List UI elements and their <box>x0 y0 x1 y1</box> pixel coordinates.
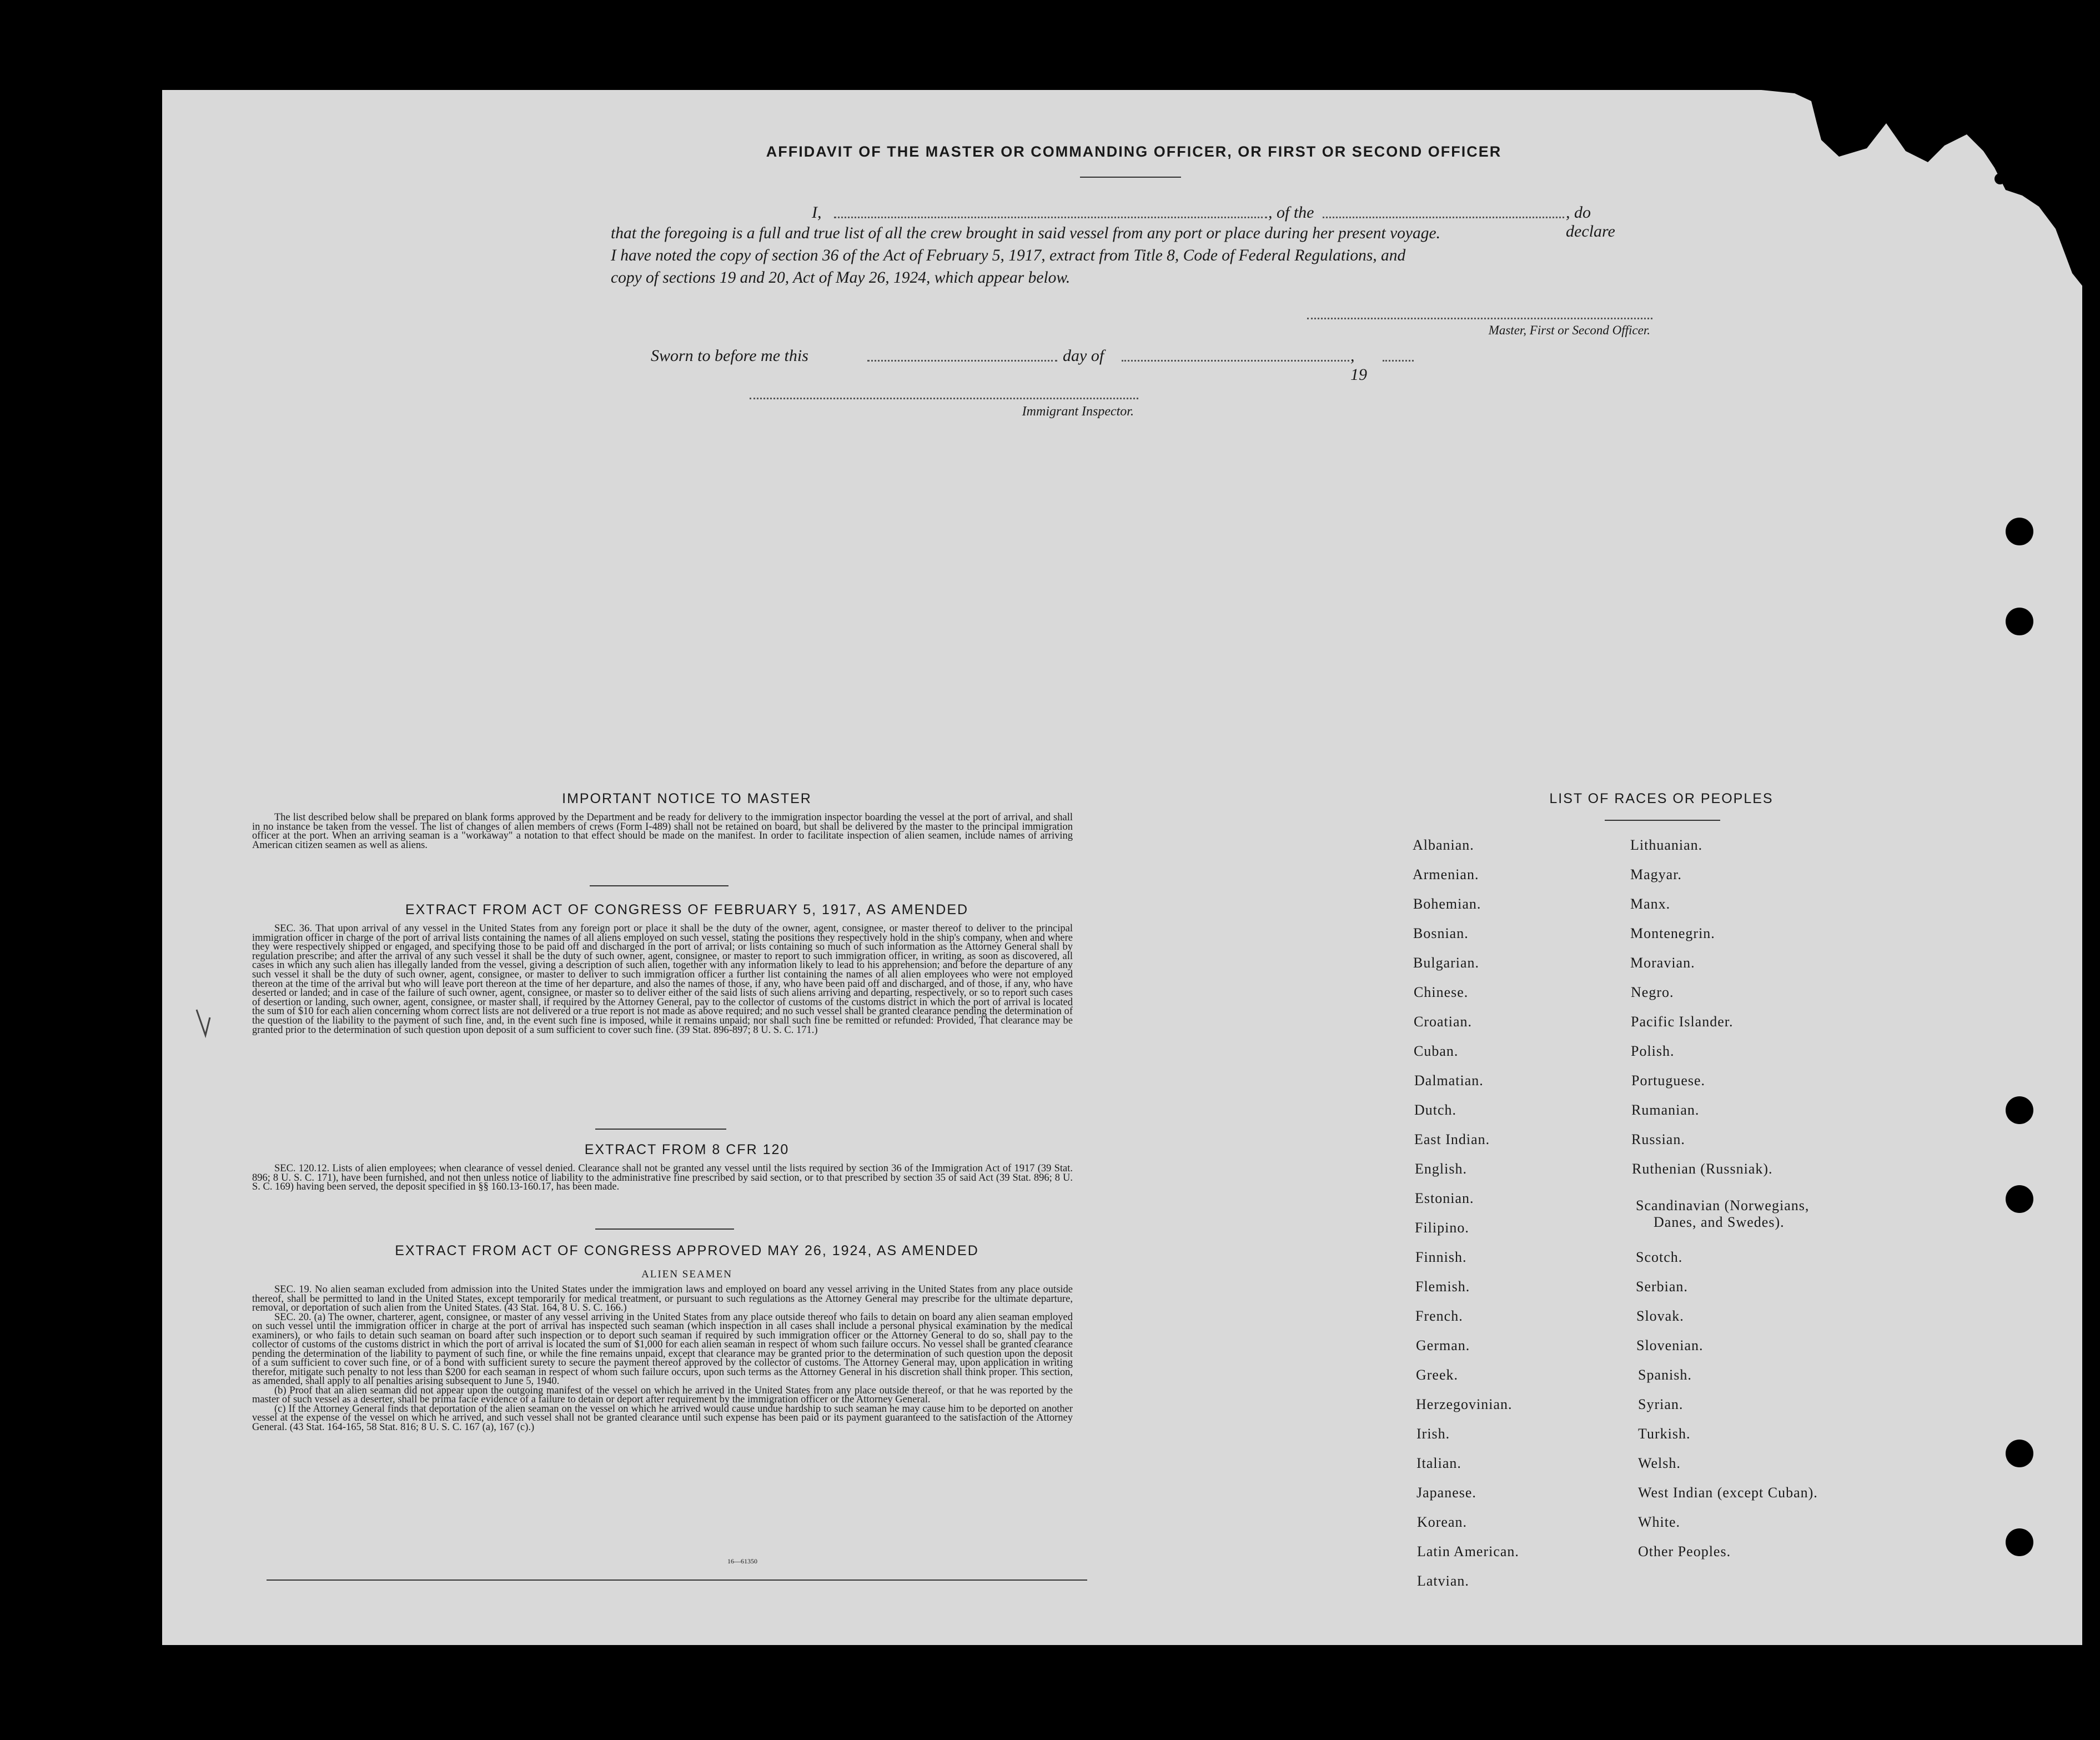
races-title: LIST OF RACES OR PEOPLES <box>1549 791 1774 806</box>
race-item: Croatian. <box>1414 1014 1473 1030</box>
race-item: Armenian. <box>1413 866 1479 882</box>
race-item: Irish. <box>1416 1426 1450 1442</box>
race-item: Other Peoples. <box>1638 1543 1731 1560</box>
affidavit-line-3: I have noted the copy of section 36 of the Act of February 5, 1917, extract from Title 8, Code of Federal Regulations, and <box>611 247 1406 264</box>
race-item: Bosnian. <box>1413 925 1469 941</box>
race-item: Spanish. <box>1638 1367 1692 1383</box>
race-item: Negro. <box>1631 984 1674 1000</box>
day-of-label: day of <box>1063 347 1104 365</box>
section-20-b: (b) Proof that an alien seaman did not appear upon the outgoing manifest of the vessel on which he arrived in the United States from any place outside thereof, or that he was reported by the master of such vessel as a deserter, shall be prima facie evidence of a failure to detain or deport after requirement by the immigration officer or the Attorney General. <box>252 1385 1073 1405</box>
extract-1924-body <box>252 1285 1073 1432</box>
race-item: Dutch. <box>1414 1102 1457 1118</box>
race-item: Polish. <box>1631 1043 1675 1059</box>
binder-hole <box>2006 1096 2033 1124</box>
master-signature-field[interactable] <box>1307 318 1652 319</box>
races-title-underline <box>1605 820 1720 821</box>
race-item: Manx. <box>1630 896 1671 912</box>
race-item: Latin American. <box>1417 1543 1519 1560</box>
race-item: Turkish. <box>1638 1426 1691 1442</box>
notice-title: IMPORTANT NOTICE TO MASTER <box>562 791 812 806</box>
printer-code: 16—61350 <box>727 1557 757 1565</box>
extract-cfr-body: SEC. 120.12. Lists of alien employees; when clearance of vessel denied. Clearance shall not be granted any vessel until the lists required by section 36 of the Immigration Act of 1917 (39 Stat. 896; 8 U. S. C. 171), have been furnished, and not then unless notice of liability to the administrative fine prescribed by said section, or to that prescribed by section 35 of said Act (39 Stat. 896; 8 U. S. C. 169) having been served, the deposit specified in §§ 160.13-160.17, has been made. <box>252 1163 1073 1193</box>
declare-label: , do declare <box>1566 203 1615 240</box>
divider-3 <box>595 1228 734 1230</box>
race-item: Russian. <box>1631 1131 1685 1147</box>
binder-hole <box>2006 608 2033 635</box>
race-item: East Indian. <box>1414 1131 1490 1147</box>
section-19: SEC. 19. No alien seaman excluded from admission into the United States under the immigration laws and employed on board any vessel arriving in the United States from any place outside thereof, shall be permitted to land in the United States, except temporarily for medical treatment, or pursuant to such regulations as the Attorney General may prescribe for the ultimate departure, removal, or deportation of such alien from the United States. (43 Stat. 164, 8 U. S. C. 166.) <box>252 1284 1073 1313</box>
race-item: Bohemian. <box>1413 896 1481 912</box>
position-label: , of the <box>1268 203 1314 222</box>
race-item: Scotch. <box>1636 1249 1683 1265</box>
sworn-month-field[interactable] <box>1122 360 1349 362</box>
declarant-name-field[interactable] <box>834 217 1267 218</box>
extract-cfr-title: EXTRACT FROM 8 CFR 120 <box>584 1142 790 1157</box>
binder-hole <box>2006 1185 2033 1213</box>
race-item: Albanian. <box>1413 837 1474 853</box>
race-item: Ruthenian (Russniak). <box>1632 1161 1773 1177</box>
race-item: Estonian. <box>1415 1190 1474 1206</box>
binder-hole <box>2006 518 2033 545</box>
race-item: Lithuanian. <box>1630 837 1703 853</box>
section-20-a: SEC. 20. (a) The owner, charterer, agent, consignee, or master of any vessel arriving in the United States from any place outside thereof who fails to detain on board any alien seaman employed on such vessel until the immigration officer in charge at the port of arrival has inspected such seaman (which inspection in all cases shall include a personal physical examination by the medical examiners), or who fails to detain such seaman on board after such inspection or to deport such seaman if required by such immigration officer or the Attorney General to do so, shall pay to the collector of customs of the customs district in which the port of arrival is located the sum of $1,000 for each alien seaman in respect of whom such failure occurs. No vessel shall be granted clearance pending the determination of the liability to payment of such fine, or while the fine remains unpaid, except that clearance may be granted prior to the determination of such question upon the deposit of a sum sufficient to cover such fine, or of a bond with sufficient surety to secure the payment thereof approved by the collector of customs. The Attorney General may, upon application in writing therefor, mitigate such penalty to not less than $200 for each seaman in respect of whom such failure occurs, upon such terms as the Attorney General in his discretion shall think proper. This section, as amended, shall apply to all penalties arising subsequent to June 5, 1940. <box>252 1311 1073 1387</box>
race-item: Greek. <box>1416 1367 1459 1383</box>
form-page <box>162 90 2082 1645</box>
vessel-name-field[interactable] <box>1323 217 1564 218</box>
extract-1917-title: EXTRACT FROM ACT OF CONGRESS OF FEBRUARY 5, 1917, AS AMENDED <box>405 902 969 917</box>
master-signature-caption: Master, First or Second Officer. <box>1488 323 1650 337</box>
race-item: French. <box>1415 1308 1463 1324</box>
race-item: German. <box>1416 1337 1470 1353</box>
sworn-label: Sworn to before me this <box>651 347 808 365</box>
race-item: English. <box>1415 1161 1467 1177</box>
race-item: Serbian. <box>1636 1278 1688 1295</box>
race-item: White. <box>1638 1514 1681 1530</box>
race-item: Montenegrin. <box>1630 925 1715 941</box>
sworn-year-field[interactable] <box>1383 360 1414 362</box>
race-item: Danes, and Swedes). <box>1654 1214 1785 1230</box>
race-item: Moravian. <box>1630 955 1695 971</box>
race-item: Magyar. <box>1630 866 1682 882</box>
binder-hole <box>2006 1528 2033 1556</box>
race-item: Portuguese. <box>1631 1072 1706 1089</box>
race-item: Latvian. <box>1417 1573 1469 1589</box>
race-item: Bulgarian. <box>1413 955 1480 971</box>
divider-1 <box>590 885 729 886</box>
affidavit-title: AFFIDAVIT OF THE MASTER OR COMMANDING OFFICER, OR FIRST OR SECOND OFFICER <box>766 143 1502 160</box>
torn-corner <box>1761 90 2094 301</box>
race-item: Herzegovinian. <box>1416 1396 1513 1412</box>
inspector-caption: Immigrant Inspector. <box>1022 404 1134 419</box>
bottom-rule <box>267 1579 1087 1581</box>
race-item: Slovenian. <box>1636 1337 1704 1353</box>
race-item: Welsh. <box>1638 1455 1681 1471</box>
sworn-day-field[interactable] <box>867 360 1057 362</box>
pencil-mark <box>193 1007 221 1041</box>
year-label: , 19 <box>1350 347 1367 384</box>
affidavit-line-4: copy of sections 19 and 20, Act of May 26, 1924, which appear below. <box>611 269 1071 287</box>
race-item: Flemish. <box>1415 1278 1470 1295</box>
race-item: Japanese. <box>1416 1485 1476 1501</box>
race-item: Korean. <box>1417 1514 1468 1530</box>
title-underline <box>1080 177 1181 178</box>
race-item: Finnish. <box>1415 1249 1467 1265</box>
race-item: West Indian (except Cuban). <box>1638 1485 1818 1501</box>
race-item: Filipino. <box>1415 1220 1469 1236</box>
race-item: Italian. <box>1416 1455 1461 1471</box>
race-item: Cuban. <box>1414 1043 1459 1059</box>
extract-1924-title: EXTRACT FROM ACT OF CONGRESS APPROVED MAY 26, 1924, AS AMENDED <box>395 1243 979 1258</box>
race-item: Syrian. <box>1638 1396 1684 1412</box>
affidavit-line-2: that the foregoing is a full and true list of all the crew brought in said vessel from any port or place during her present voyage. <box>611 224 1440 242</box>
race-item: Pacific Islander. <box>1631 1014 1734 1030</box>
divider-2 <box>595 1129 726 1130</box>
race-item: Dalmatian. <box>1414 1072 1484 1089</box>
sworn-line <box>651 347 1367 384</box>
race-item: Scandinavian (Norwegians, <box>1636 1197 1810 1214</box>
extract-1917-body: SEC. 36. That upon arrival of any vessel in the United States from any foreign port or place it shall be the duty of the owner, agent, consignee, or master thereof to deliver to the principal immigration officer in charge of the port of arrival lists containing the names of all aliens employed on such vessel, stating the positions they respectively hold in the ship's company, when and where they were respectively shipped or engaged, and specifying those to be paid off and discharged in the port of arrival; or lists containing so much of such information as the Attorney General shall by regulation prescribe; and after the arrival of any such vessel it shall be the duty of such owner, agent, consignee, or master to report to such immigration officer, in writing, as soon as discovered, all cases in which any such alien has illegally landed from the vessel, giving a description of such alien, together with any information likely to lead to his apprehension; and before the departure of any such vessel it shall be the duty of such owner, agent, consignee, or master to deliver to such immigration officer a further list containing the names of all alien employees who were not employed thereon at the time of the arrival but who will leave port thereon at the time of her departure, and also the names of those, if any, who have been paid off and discharged, and of those, if any, who have deserted or landed; and in case of the failure of such owner, agent, consignee, or master so to deliver either of the said lists of such aliens arriving and departing, respectively, or so to report such cases of desertion or landing, such owner, agent, consignee, or master shall, if required by the Attorney General, pay to the collector of customs of the customs district in which the port of arrival is located the sum of $10 for each alien concerning whom correct lists are not delivered or a true report is not made as above required; and no such vessel shall be granted clearance pending the determination of the question of the liability to the payment of such fine, and, in the event such fine is imposed, while it remains unpaid; nor shall such fine be remitted or refunded: Provided, That clearance may be granted prior to the determination of such question upon deposit of a sum sufficient to cover such fine. (39 Stat. 896-897; 8 U. S. C. 171.) <box>252 923 1073 1036</box>
alien-seamen-subtitle: ALIEN SEAMEN <box>641 1268 732 1280</box>
inspector-signature-field[interactable] <box>750 398 1138 399</box>
notice-body: The list described below shall be prepared on blank forms approved by the Department and be ready for delivery to the immigration inspector boarding the vessel at the port of arrival, and shall in no instance be taken from the vessel. The list of changes of alien members of crews (Form I-489) shall not be retained on board, but shall be delivered by the master to the principal immigration officer at the port. When an arriving seaman is a "workaway" a notation to that effect should be made on the manifest. In order to facilitate inspection of alien seamen, include names of arriving American citizen seamen as well as aliens. <box>252 812 1073 851</box>
race-item: Slovak. <box>1636 1308 1684 1324</box>
declarant-label: I, <box>812 203 822 222</box>
race-item: Rumanian. <box>1631 1102 1700 1118</box>
binder-hole <box>2006 1440 2033 1467</box>
race-item: Chinese. <box>1414 984 1469 1000</box>
section-20-c: (c) If the Attorney General finds that deportation of the alien seaman on the vessel on which he arrived would cause undue hardship to such seaman he may cause him to be deported on another vessel at the expense of the vessel on which he arrived, and such vessel shall not be granted clearance until such expense has been paid or its payment guaranteed to the satisfaction of the Attorney General. (43 Stat. 164-165, 58 Stat. 816; 8 U. S. C. 167 (a), 167 (c).) <box>252 1403 1073 1433</box>
